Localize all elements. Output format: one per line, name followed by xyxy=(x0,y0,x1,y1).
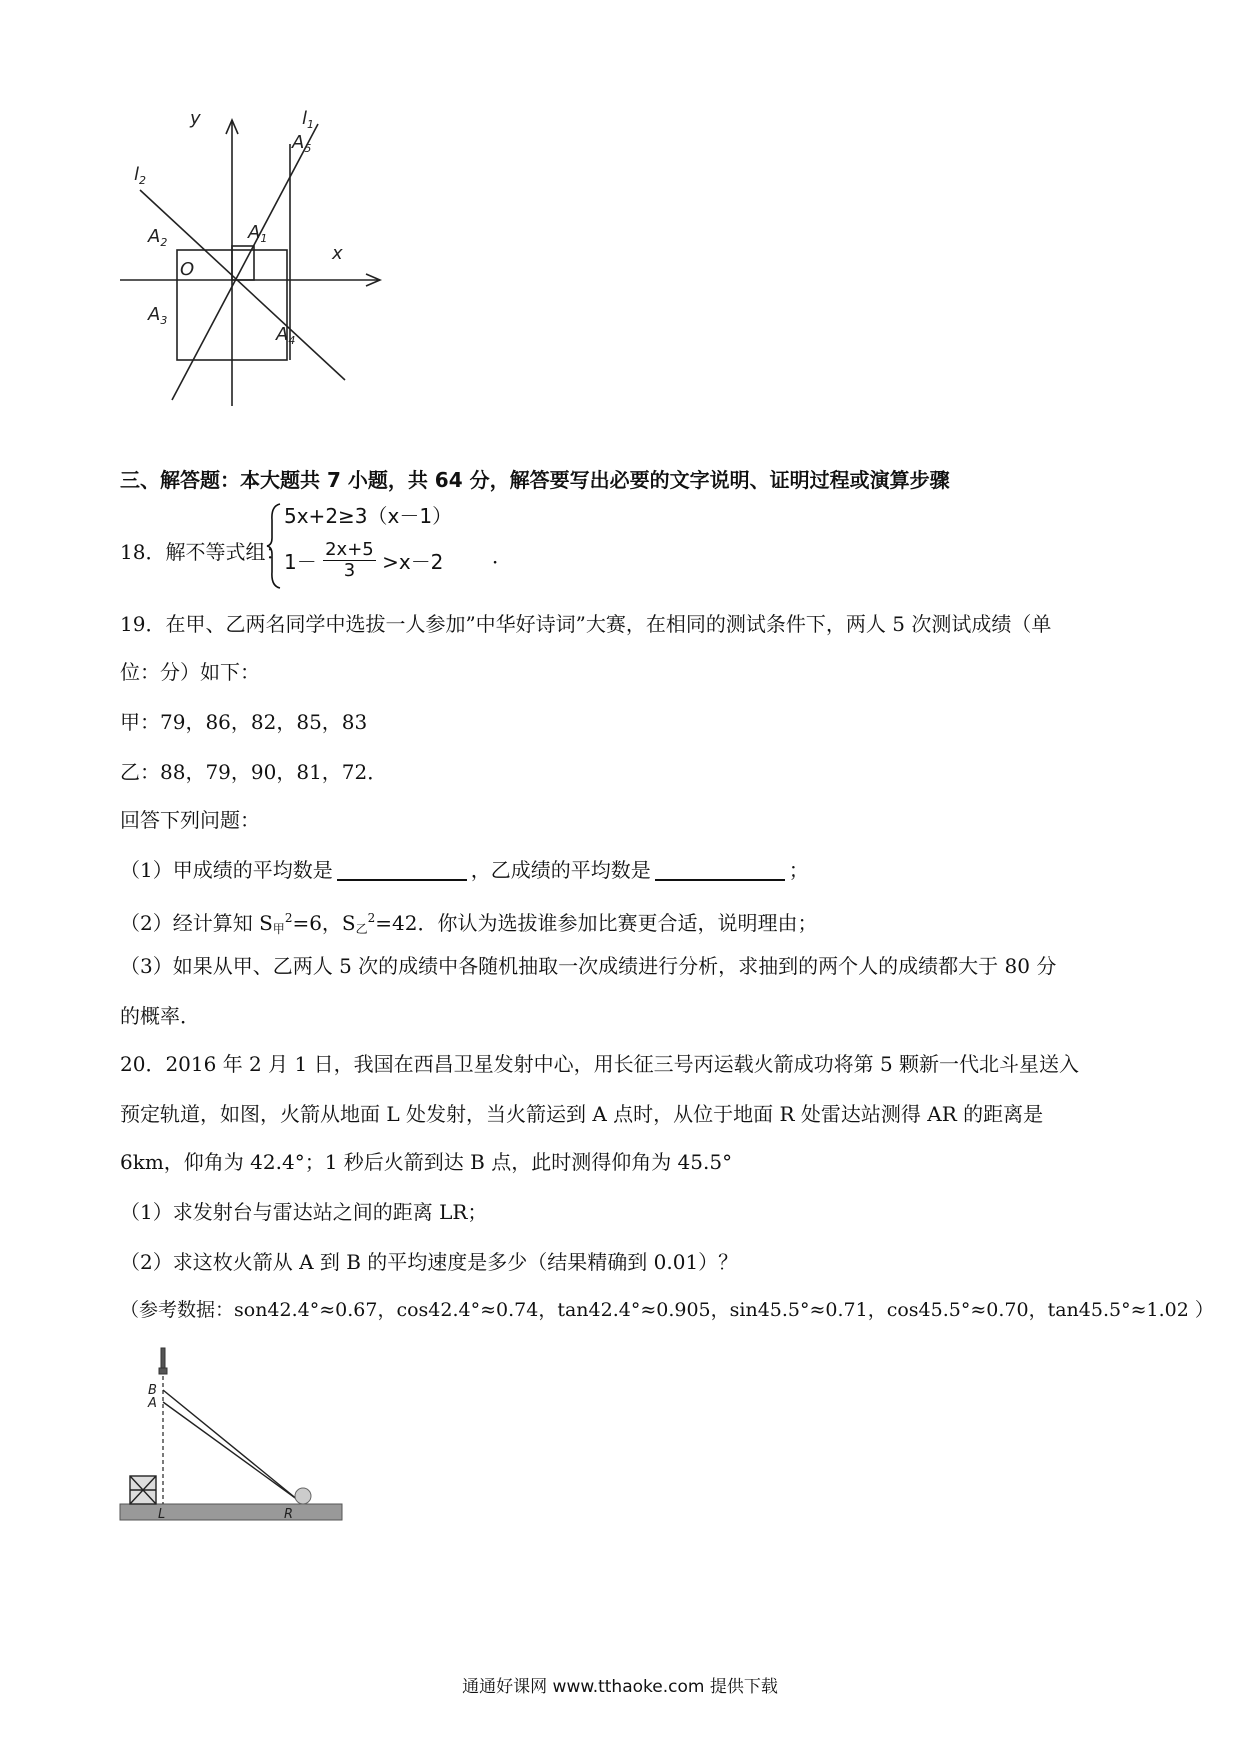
coordinate-figure xyxy=(110,110,390,410)
q19-part-2-a: （2）经计算知 S xyxy=(120,911,273,935)
q20-line-1: 20．2016 年 2 月 1 日，我国在西昌卫星发射中心，用长征三号丙运载火箭成功将第 5 颗新一代北斗星送入 xyxy=(120,1052,1080,1076)
q20-part-1: （1）求发射台与雷达站之间的距离 LR； xyxy=(120,1200,488,1224)
q19-part-2-b: =6，S xyxy=(292,911,356,935)
q19-ask: 回答下列问题： xyxy=(120,808,260,832)
rocket xyxy=(159,1348,167,1374)
origin-label: O xyxy=(180,259,195,280)
point-r-label: R xyxy=(284,1507,294,1522)
point-a5-label: $A_5$ xyxy=(292,132,312,155)
sight-line-b xyxy=(163,1390,298,1500)
launch-tower xyxy=(130,1476,156,1504)
page-footer: 通通好课网 www.tthaoke.com 提供下载 xyxy=(462,1677,778,1697)
variance-sup-yi: 2 xyxy=(367,911,376,925)
radar-dish xyxy=(295,1488,311,1504)
variance-sup-jia: 2 xyxy=(284,911,293,925)
inequality-2-lead: 1－ xyxy=(284,550,317,574)
answer-blank-2[interactable] xyxy=(655,859,785,881)
inequality-2-tail: >x－2 xyxy=(382,550,444,574)
point-l-label: L xyxy=(158,1507,166,1522)
q20-part-2: （2）求这枚火箭从 A 到 B 的平均速度是多少（结果精确到 0.01）？ xyxy=(120,1250,739,1274)
fraction-denominator: 3 xyxy=(343,560,356,581)
q20-line-2: 预定轨道，如图，火箭从地面 L 处发射，当火箭运到 A 点时，从位于地面 R 处雷达站测得 AR 的距离是 xyxy=(120,1102,1044,1126)
line-l1-label: $l_1$ xyxy=(302,110,315,131)
variance-sub-yi: 乙 xyxy=(355,922,368,936)
variance-sub-jia: 甲 xyxy=(272,922,285,936)
q19-line-1: 19．在甲、乙两名同学中选拔一人参加”中华好诗词”大赛，在相同的测试条件下，两人 5 次测试成绩（单 xyxy=(120,612,1052,636)
q18-prefix: 18．解不等式组： xyxy=(120,540,286,564)
point-a-label: A xyxy=(148,1396,157,1411)
point-a4-label: $A_4$ xyxy=(276,324,296,347)
q19-part-2 xyxy=(120,904,818,943)
axis-y-label: y xyxy=(190,110,201,129)
q19-part-3-line-1: （3）如果从甲、乙两人 5 次的成绩中各随机抽取一次成绩进行分析，求抽到的两个人的成绩都大于 80 分 xyxy=(120,954,1057,978)
q19-part-1-c: ； xyxy=(788,858,809,882)
ground xyxy=(120,1504,342,1520)
q19-part-2-c: =42．你认为选拔谁参加比赛更合适，说明理由； xyxy=(375,911,818,935)
q19-line-2: 位：分）如下： xyxy=(120,660,260,684)
point-a1-label: $A_1$ xyxy=(248,222,268,245)
q20-line-3: 6km，仰角为 42.4°；1 秒后火箭到达 B 点，此时测得仰角为 45.5° xyxy=(120,1150,733,1174)
q18-end: ． xyxy=(492,544,512,568)
system-brace xyxy=(266,502,282,590)
axis-x-label: x xyxy=(332,243,343,264)
question-18 xyxy=(120,500,540,596)
point-a3-label: $A_3$ xyxy=(148,304,168,327)
point-b-label: B xyxy=(148,1383,157,1398)
line-l2-label: $l_2$ xyxy=(134,164,147,187)
q19-scores-jia: 甲：79，86，82，85，83 xyxy=(120,710,368,734)
point-a2-label: $A_2$ xyxy=(148,226,168,249)
q19-scores-yi: 乙：88，79，90，81，72． xyxy=(120,760,388,784)
sight-line-a xyxy=(163,1402,298,1500)
q20-reference-data: （参考数据：son42.4°≈0.67，cos42.4°≈0.74，tan42.4°≈0.905，sin45.5°≈0.71，cos45.5°≈0.70，tan45.5°≈1.02 ） xyxy=(120,1299,1214,1321)
q19-part-1 xyxy=(120,856,809,884)
section-heading: 三、解答题：本大题共 7 小题，共 64 分，解答要写出必要的文字说明、证明过程或演算步骤 xyxy=(120,468,950,492)
answer-blank-1[interactable] xyxy=(337,859,467,881)
fraction-numerator: 2x+5 xyxy=(325,539,374,560)
q19-part-3-line-2: 的概率． xyxy=(120,1004,200,1028)
inequality-1: 5x+2≥3（x－1） xyxy=(284,504,453,528)
line-l2 xyxy=(140,190,345,380)
q19-part-1-a: （1）甲成绩的平均数是 xyxy=(120,858,333,882)
rocket-figure xyxy=(118,1340,348,1526)
q19-part-1-b: ，乙成绩的平均数是 xyxy=(470,858,651,882)
inequality-2 xyxy=(284,540,443,581)
fraction xyxy=(323,540,376,581)
